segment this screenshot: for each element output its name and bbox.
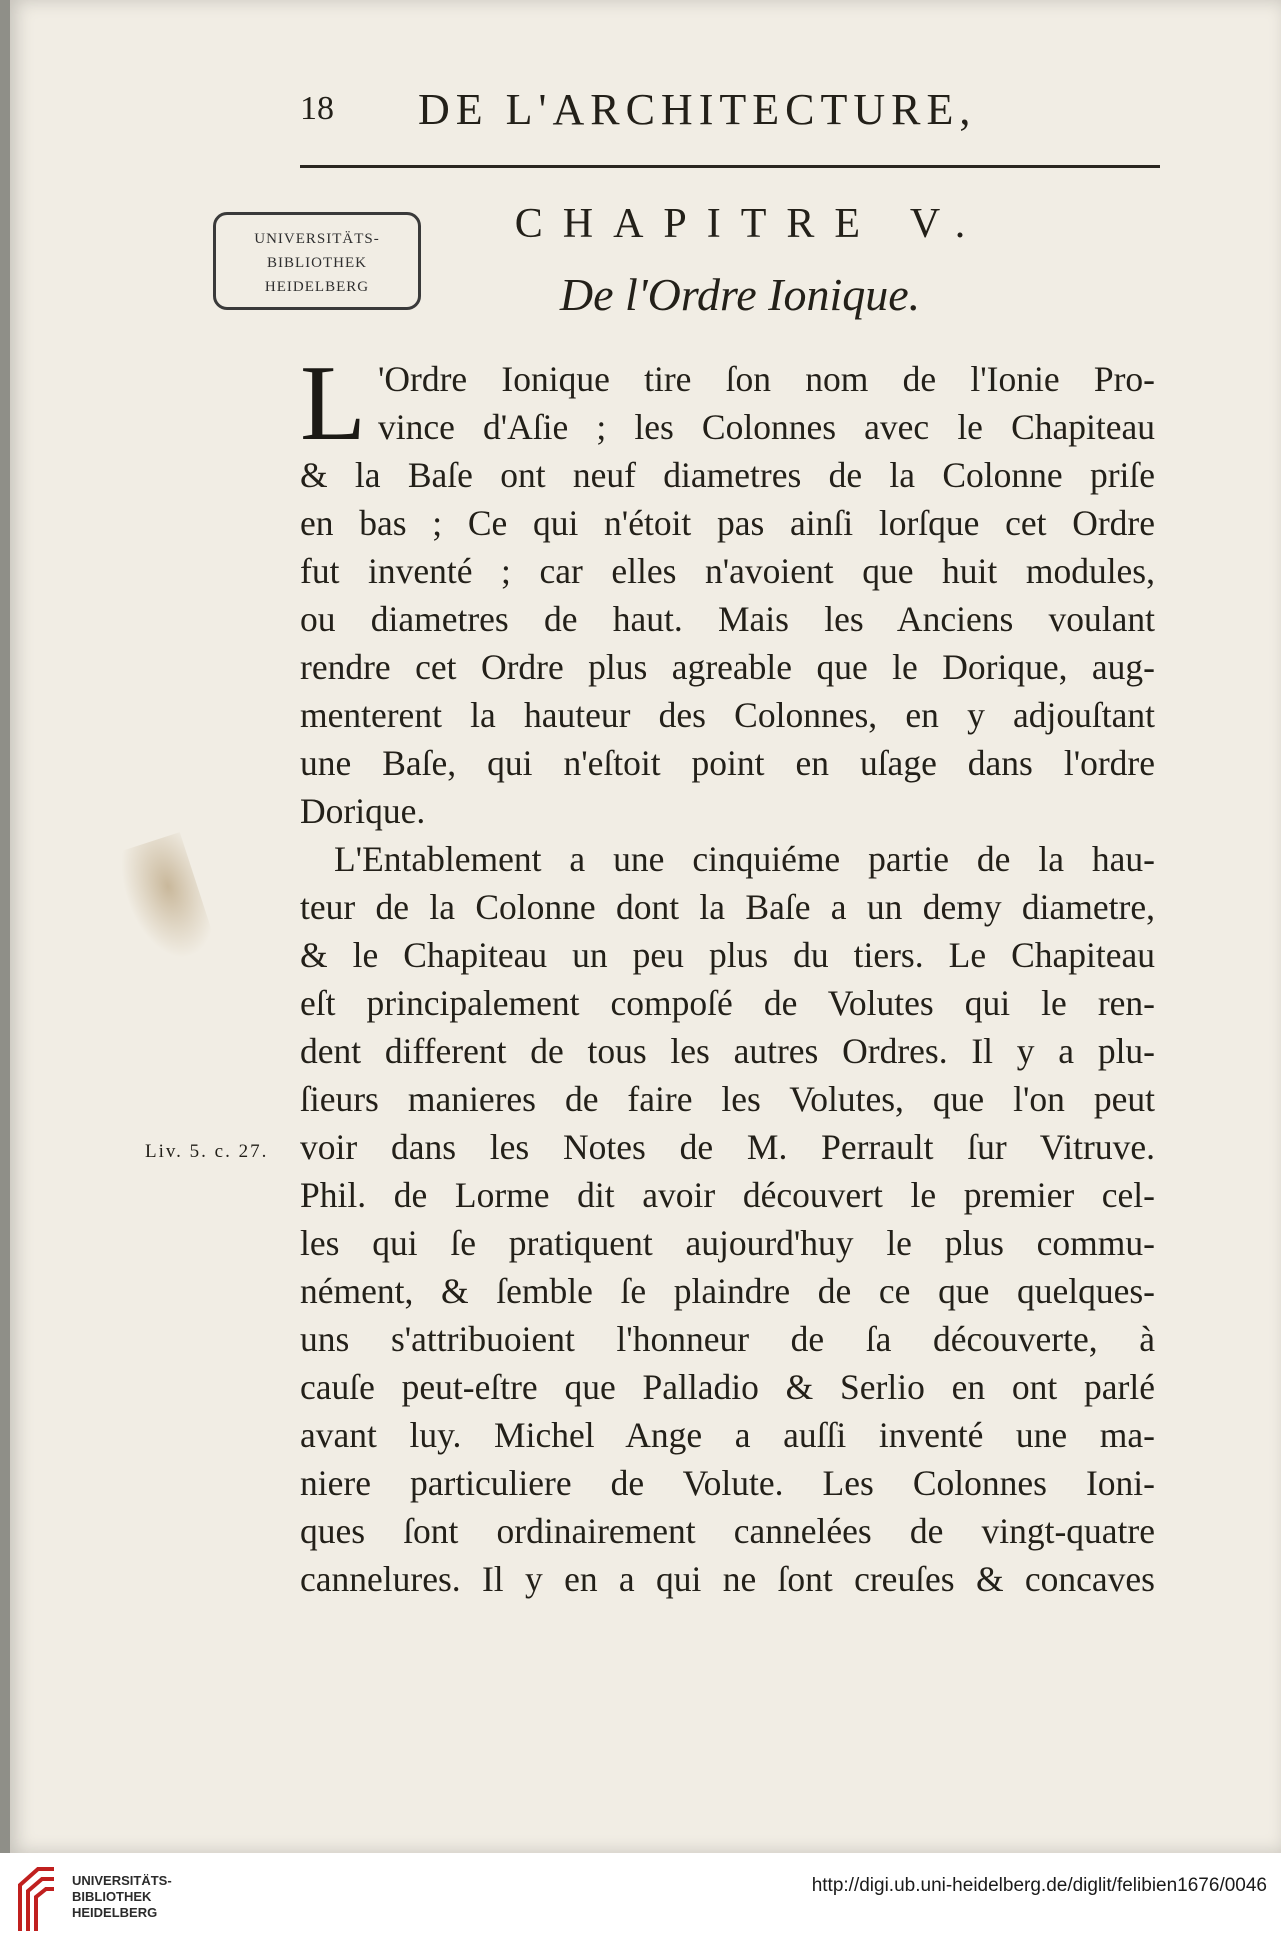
page-number: 18 [300, 90, 334, 127]
text-line: Phil. de Lorme dit avoir découvert le premier cel- [300, 1175, 1155, 1215]
library-name[interactable] [72, 1873, 172, 1921]
text-line: L'Entablement a une cinquiéme partie de la hau- [334, 839, 1155, 879]
text-line: les qui ſe pratiquent aujourd'huy le plus commu- [300, 1223, 1155, 1263]
source-url-link[interactable]: http://digi.ub.uni-heidelberg.de/diglit/felibien1676/0046 [811, 1875, 1267, 1896]
library-name-line: HEIDELBERG [72, 1905, 158, 1920]
paper-stain [113, 832, 217, 968]
running-title: DE L'ARCHITECTURE, [418, 85, 977, 134]
text-line: en bas ; Ce qui n'étoit pas ainſi lorſque cet Ordre [300, 503, 1155, 543]
text-line: ques ſont ordinairement cannelées de vingt-quatre [300, 1511, 1155, 1551]
text-line: menterent la hauteur des Colonnes, en y adjouſtant [300, 695, 1155, 735]
text-line: uns s'attribuoient l'honneur de ſa découverte, à [300, 1319, 1155, 1359]
text-line: ou diametres de haut. Mais les Anciens voulant [300, 599, 1155, 639]
stamp-line: BIBLIOTHEK [267, 255, 367, 271]
university-library-logo-icon[interactable] [14, 1861, 60, 1937]
text-line: 'Ordre Ionique tire ſon nom de l'Ionie Pro- [377, 359, 1155, 399]
text-line: vince d'Aſie ; les Colonnes avec le Chapiteau [377, 407, 1155, 447]
text-line: cannelures. Il y en a qui ne ſont creuſes & concaves [300, 1559, 1155, 1599]
library-stamp [213, 212, 421, 310]
text-line: dent different de tous les autres Ordres. Il y a plu- [300, 1031, 1155, 1071]
stamp-line: HEIDELBERG [264, 279, 370, 295]
text-line: rendre cet Ordre plus agreable que le Dorique, aug- [300, 647, 1155, 687]
first-paragraph-opening [300, 355, 1155, 451]
body-text [300, 355, 1155, 1603]
library-name-line: BIBLIOTHEK [72, 1889, 152, 1904]
header-rule [300, 165, 1160, 168]
drop-cap: L [300, 355, 366, 451]
text-line: cauſe peut-eſtre que Palladio & Serlio en ont parlé [300, 1367, 1155, 1407]
text-line: fut inventé ; car elles n'avoient que huit modules, [300, 551, 1155, 591]
footer-bar [0, 1853, 1281, 1945]
text-line: niere particuliere de Volute. Les Colonnes Ioni- [300, 1463, 1155, 1503]
running-head [290, 78, 1090, 148]
marginal-note: Liv. 5. c. 27. [145, 1141, 269, 1162]
text-line: eſt principalement compoſé de Volutes qui le ren- [300, 983, 1155, 1023]
text-line: avant luy. Michel Ange a auſſi inventé une ma- [300, 1415, 1155, 1455]
chapter-heading: CHAPITRE V. [514, 201, 986, 247]
text-line: nément, & ſemble ſe plaindre de ce que quelques- [300, 1271, 1155, 1311]
text-line: ſieurs manieres de faire les Volutes, que l'on peut [300, 1079, 1155, 1119]
text-line: & la Baſe ont neuf diametres de la Colonne priſe [300, 455, 1155, 495]
text-line: une Baſe, qui n'eſtoit point en uſage dans l'ordre [300, 743, 1155, 783]
text-line: teur de la Colonne dont la Baſe a un demy diametre, [300, 887, 1155, 927]
stamp-line: UNIVERSITÄTS- [254, 231, 380, 247]
text-line: Dorique. [300, 791, 426, 831]
text-line: voir dans les Notes de M. Perrault ſur Vitruve. [300, 1127, 1155, 1167]
chapter-subtitle: De l'Ordre Ionique. [559, 269, 921, 320]
library-name-line: UNIVERSITÄTS- [72, 1873, 172, 1888]
text-line: & le Chapiteau un peu plus du tiers. Le Chapiteau [300, 935, 1155, 975]
